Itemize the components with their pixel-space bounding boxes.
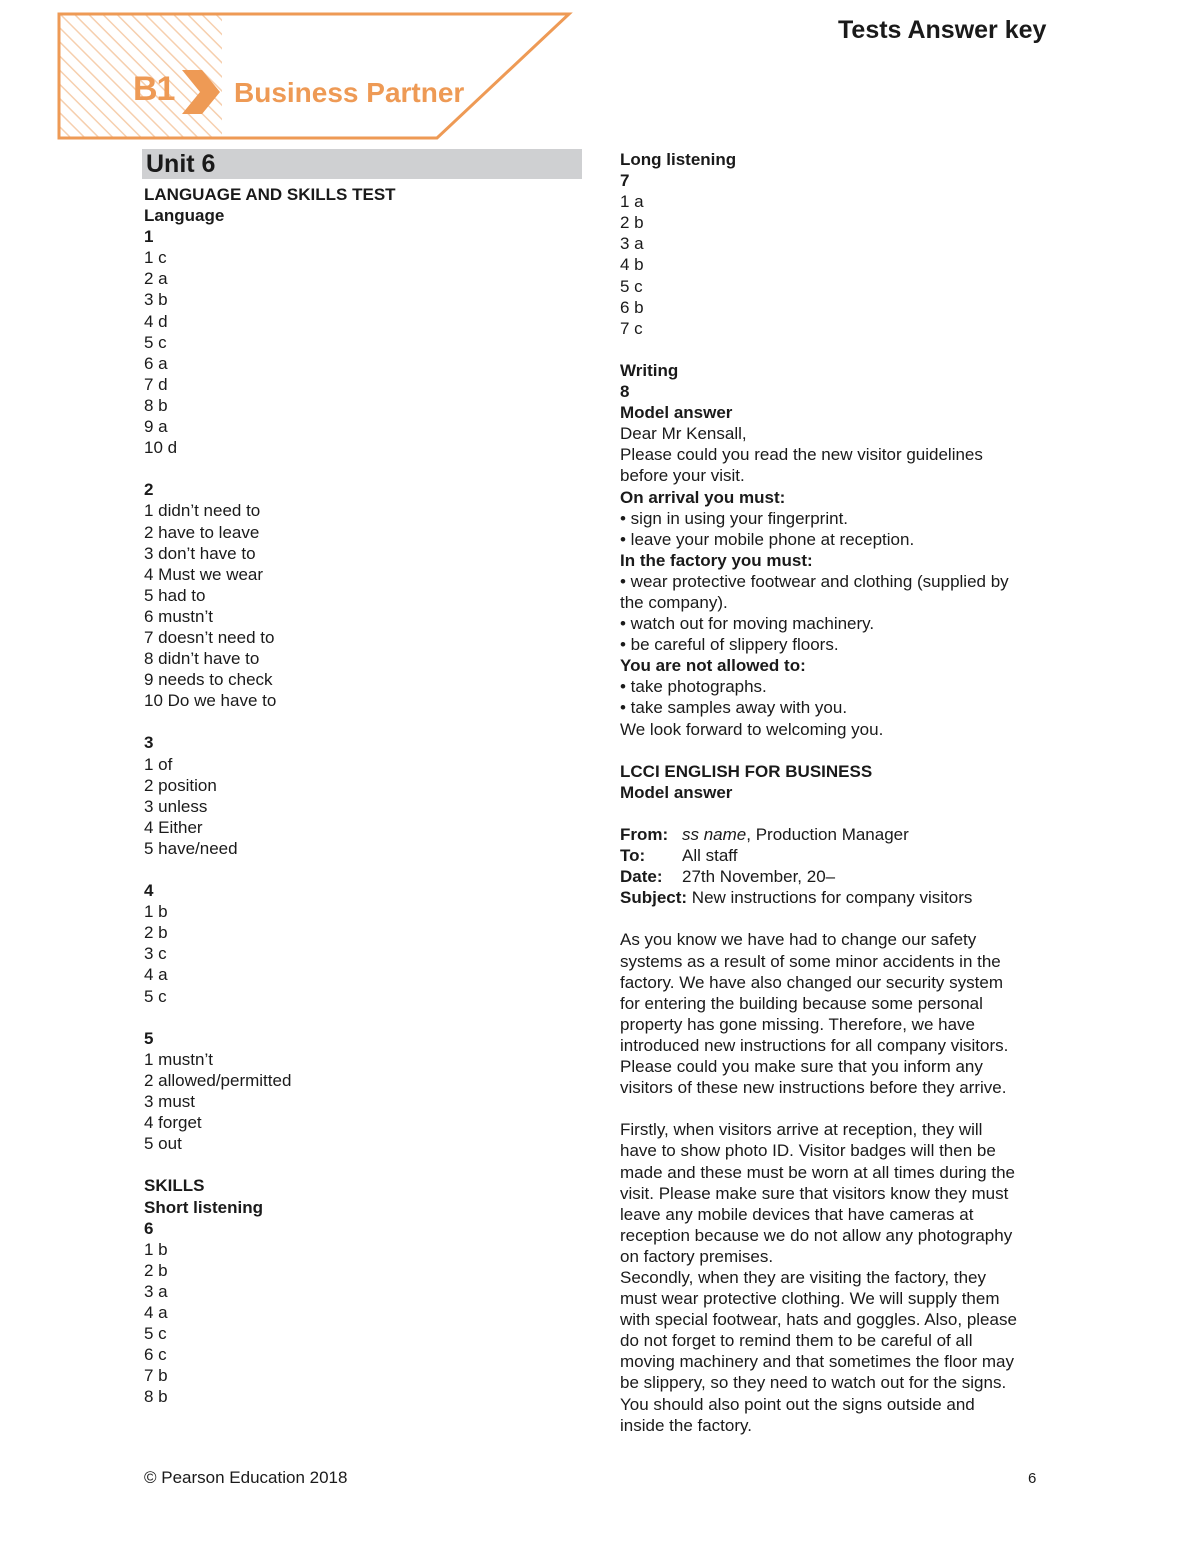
- answer-line: Short listening: [144, 1197, 263, 1217]
- memo-date: [620, 866, 1060, 887]
- answer-line: [144, 711, 584, 732]
- memo-text-line: moving machinery and that sometimes the floor may: [620, 1352, 1015, 1372]
- memo-to: [620, 845, 1060, 866]
- answer-line: 1 c: [144, 248, 167, 268]
- answer-line: • sign in using your fingerprint.: [620, 508, 849, 528]
- memo-text-line: do not forget to remind them to be careful of all: [620, 1331, 973, 1351]
- answer-line: 7 c: [620, 318, 643, 338]
- answer-line: • be careful of slippery floors.: [620, 635, 839, 655]
- answer-line: 4 b: [620, 255, 644, 275]
- answer-line: 1 b: [144, 1239, 168, 1259]
- answer-line: 8 didn’t have to: [144, 649, 260, 669]
- answer-line: 4 d: [144, 311, 168, 331]
- answer-line: • take samples away with you.: [620, 698, 848, 718]
- memo-text-line: Please could you make sure that you inform any: [620, 1057, 983, 1077]
- answer-line: [620, 740, 1060, 761]
- memo-date-value: 27th November, 20–: [682, 867, 836, 887]
- answer-line: 8 b: [144, 1387, 168, 1407]
- answer-line: On arrival you must:: [620, 487, 786, 507]
- chevron-right-icon: [180, 70, 220, 114]
- answer-line: 4 Must we wear: [144, 564, 264, 584]
- brand-logo: [133, 70, 465, 109]
- answer-line: 3 don’t have to: [144, 543, 256, 563]
- answer-line: 2 b: [144, 1260, 168, 1280]
- memo-header: [620, 824, 1060, 908]
- answer-line: 3 c: [144, 944, 167, 964]
- answer-line: 4 Either: [144, 817, 203, 837]
- answer-line: 6 c: [144, 1345, 167, 1365]
- answer-line: LANGUAGE AND SKILLS TEST: [144, 185, 396, 204]
- document-title: Tests Answer key: [838, 16, 1047, 44]
- answer-line: You are not allowed to:: [620, 656, 806, 676]
- answer-line: LCCI ENGLISH FOR BUSINESS: [620, 761, 873, 781]
- answer-line: • take photographs.: [620, 677, 767, 697]
- unit-heading-bar: [142, 149, 582, 179]
- memo-text-line: with special footwear, hats and goggles. Also, please: [620, 1310, 1017, 1330]
- memo-text-line: factory. We have also changed our security system: [620, 972, 1003, 992]
- answer-line: Language: [144, 206, 225, 226]
- memo-text-line: have to show photo ID. Visitor badges will then be: [620, 1141, 996, 1161]
- memo-text-line: must wear protective clothing. We will supply them: [620, 1289, 1000, 1309]
- answer-line: 5 c: [144, 332, 167, 352]
- answer-line: • watch out for moving machinery.: [620, 614, 875, 634]
- answer-line: 6: [144, 1218, 154, 1238]
- answer-line: [144, 1007, 584, 1028]
- answer-line: 1: [144, 227, 154, 247]
- answer-line: 1 a: [620, 192, 644, 212]
- answer-line: 7 doesn’t need to: [144, 627, 275, 647]
- memo-body: [620, 908, 1060, 1435]
- answer-line: 4 forget: [144, 1113, 202, 1133]
- memo-text-line: leave any mobile devices that have cameras at: [620, 1204, 974, 1224]
- memo-from-role: , Production Manager: [746, 825, 909, 844]
- answer-line: 9 needs to check: [144, 670, 273, 690]
- answer-line: 6 mustn’t: [144, 606, 213, 626]
- answer-line: We look forward to welcoming you.: [620, 719, 884, 739]
- memo-from-name: ss name: [682, 825, 747, 844]
- answer-line: 2 b: [144, 923, 168, 943]
- memo-text-line: property has gone missing. Therefore, we have: [620, 1014, 975, 1034]
- answer-line: 5: [144, 1028, 154, 1048]
- answer-line: 7: [620, 171, 630, 191]
- right-column-answers: [620, 149, 1060, 1436]
- answer-line: 1 of: [144, 754, 173, 774]
- memo-text-line: for entering the building because some personal: [620, 993, 983, 1013]
- answer-line: • wear protective footwear and clothing (supplied by: [620, 571, 1009, 591]
- right-column-lines: [620, 149, 1060, 824]
- answer-line: 3 b: [144, 290, 168, 310]
- answer-line: SKILLS: [144, 1176, 205, 1196]
- answer-line: [144, 859, 584, 880]
- answer-line: • leave your mobile phone at reception.: [620, 529, 915, 549]
- memo-text-line: [620, 1098, 1060, 1119]
- answer-line: [620, 339, 1060, 360]
- answer-line: 1 didn’t need to: [144, 501, 261, 521]
- answer-line: 4: [144, 881, 154, 901]
- answer-line: 6 b: [620, 297, 644, 317]
- answer-line: 1 mustn’t: [144, 1049, 213, 1069]
- memo-to-value: All staff: [682, 846, 738, 866]
- answer-line: 3: [144, 733, 154, 753]
- left-column-answers: [144, 184, 584, 1407]
- answer-line: Model answer: [620, 403, 733, 423]
- answer-line: [144, 1154, 584, 1175]
- answer-line: 2 allowed/permitted: [144, 1070, 292, 1090]
- answer-line: 4 a: [144, 965, 168, 985]
- answer-line: 6 a: [144, 353, 168, 373]
- memo-text-line: systems as a result of some minor accidents in the: [620, 951, 1001, 971]
- memo-from: [620, 824, 1060, 845]
- memo-text-line: introduced new instructions for all company visitors.: [620, 1035, 1009, 1055]
- memo-text-line: made and these must be worn at all times during the: [620, 1162, 1015, 1182]
- memo-subject: [620, 887, 1060, 908]
- answer-line: 5 out: [144, 1134, 182, 1154]
- answer-line: 5 c: [144, 1324, 167, 1344]
- memo-text-line: Firstly, when visitors arrive at reception, they will: [620, 1120, 983, 1140]
- answer-line: 5 had to: [144, 585, 206, 605]
- memo-to-label: To:: [620, 846, 646, 866]
- memo-date-label: Date:: [620, 867, 663, 887]
- answer-line: 4 a: [144, 1302, 168, 1322]
- answer-line: [620, 803, 1060, 824]
- memo-text-line: [620, 908, 1060, 929]
- logo-level: B1: [133, 70, 175, 108]
- answer-line: 7 b: [144, 1366, 168, 1386]
- answer-line: 9 a: [144, 417, 168, 437]
- memo-text-line: inside the factory.: [620, 1415, 752, 1435]
- answer-line: before your visit.: [620, 466, 745, 486]
- answer-line: 7 d: [144, 374, 168, 394]
- answer-line: 2 b: [620, 213, 644, 233]
- unit-title: Unit 6: [146, 150, 216, 178]
- memo-text-line: visitors of these new instructions before they arrive.: [620, 1078, 1007, 1098]
- answer-line: 2 position: [144, 775, 217, 795]
- answer-line: 10 d: [144, 438, 178, 458]
- answer-line: the company).: [620, 592, 728, 612]
- answer-line: 8: [620, 382, 630, 402]
- memo-text-line: be slippery, so they need to watch out for the signs.: [620, 1373, 1007, 1393]
- logo-name: Business Partner: [234, 77, 465, 108]
- answer-line: 3 must: [144, 1092, 196, 1112]
- page-number: 6: [1028, 1470, 1037, 1487]
- memo-subject-value: New instructions for company visitors: [691, 888, 973, 908]
- memo-text-line: Secondly, when they are visiting the factory, they: [620, 1267, 987, 1287]
- answer-line: 2: [144, 480, 154, 500]
- answer-line: 8 b: [144, 395, 168, 415]
- answer-line: 5 c: [620, 276, 643, 296]
- memo-text-line: You should also point out the signs outside and: [620, 1394, 975, 1414]
- memo-text-line: As you know we have had to change our safety: [620, 930, 977, 950]
- answer-line: Long listening: [620, 150, 737, 169]
- memo-text-line: on factory premises.: [620, 1246, 774, 1266]
- answer-line: [144, 458, 584, 479]
- answer-line: Model answer: [620, 782, 733, 802]
- answer-line: 3 a: [620, 234, 644, 254]
- answer-line: 2 have to leave: [144, 522, 260, 542]
- answer-line: 3 a: [144, 1281, 168, 1301]
- answer-line: 2 a: [144, 269, 168, 289]
- memo-text-line: reception because we do not allow any photography: [620, 1225, 1013, 1245]
- memo-from-label: From:: [620, 825, 669, 844]
- answer-line: In the factory you must:: [620, 550, 813, 570]
- memo-text-line: visit. Please make sure that visitors know they must: [620, 1183, 1009, 1203]
- answer-line: 10 Do we have to: [144, 691, 277, 711]
- answer-line: Writing: [620, 360, 679, 380]
- answer-line: Please could you read the new visitor guidelines: [620, 445, 983, 465]
- answer-line: 3 unless: [144, 796, 208, 816]
- answer-line: 5 have/need: [144, 838, 238, 858]
- answer-line: 1 b: [144, 902, 168, 922]
- answer-line: 5 c: [144, 986, 167, 1006]
- answer-line: Dear Mr Kensall,: [620, 424, 747, 444]
- memo-subject-label: Subject:: [620, 888, 688, 908]
- footer-copyright: © Pearson Education 2018: [144, 1468, 348, 1487]
